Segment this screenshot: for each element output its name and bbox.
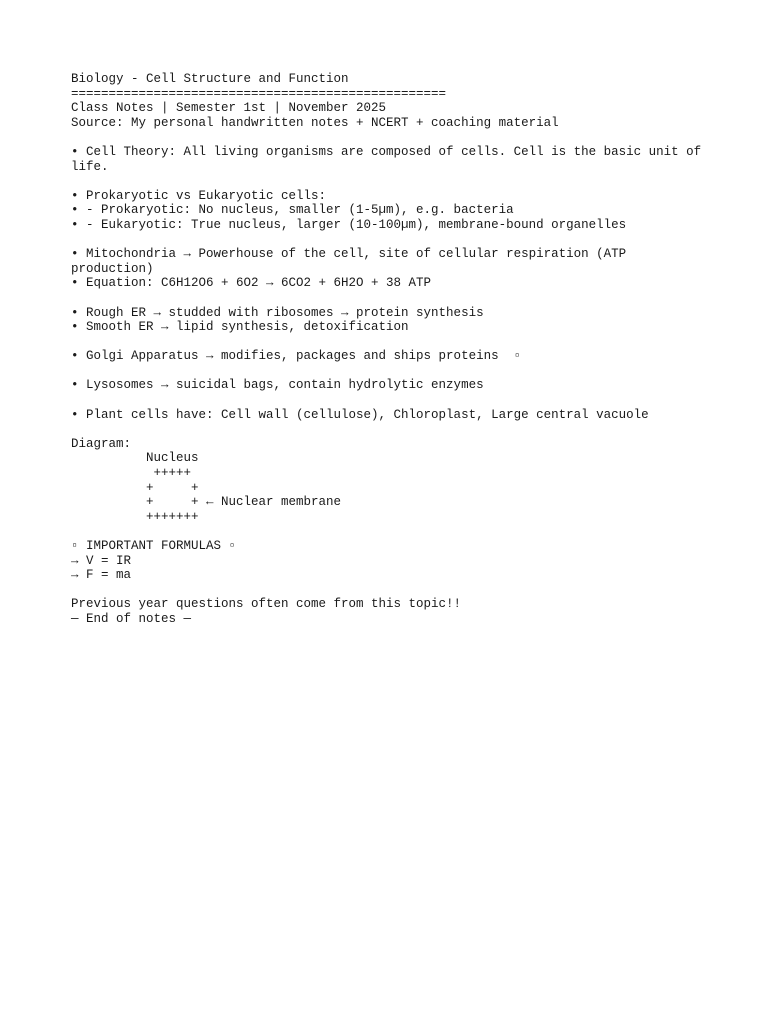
cell-theory-bullet: • Cell Theory: All living organisms are composed of cells. Cell is the basic unit of life. (71, 144, 709, 174)
spacer (71, 233, 711, 248)
spacer (71, 335, 711, 350)
spacer (71, 130, 711, 145)
spacer (71, 422, 711, 437)
end-of-notes: — End of notes — (71, 611, 192, 626)
formula-item: → F = ma (71, 568, 132, 583)
spacer (71, 583, 711, 598)
document-title: Biology - Cell Structure and Function (71, 72, 349, 86)
spacer (71, 364, 711, 379)
cell-types-heading: • Prokaryotic vs Eukaryotic cells: (71, 188, 327, 203)
smooth-er-bullet: • Smooth ER → lipid synthesis, detoxification (71, 320, 409, 335)
spacer (71, 524, 711, 539)
spacer (71, 393, 711, 408)
diagram-line: Nucleus (71, 451, 199, 466)
title-rule: ================================================== (71, 86, 447, 101)
lysosomes-bullet: • Lysosomes → suicidal bags, contain hydrolytic enzymes (71, 378, 484, 393)
mitochondria-bullet: • Mitochondria → Powerhouse of the cell, site of cellular respiration (ATP production) (71, 247, 634, 276)
spacer (71, 174, 711, 189)
rough-er-bullet: • Rough ER → studded with ribosomes → protein synthesis (71, 305, 484, 320)
notes-document (71, 72, 711, 627)
golgi-bullet: • Golgi Apparatus → modifies, packages and ships proteins ▫ (71, 349, 522, 364)
document-meta: Class Notes | Semester 1st | November 2025 (71, 101, 387, 116)
diagram-line: + + (71, 480, 199, 495)
diagram-line: + + ← Nuclear membrane (71, 495, 342, 510)
diagram-line: +++++++ (71, 509, 199, 524)
document-source: Source: My personal handwritten notes + NCERT + coaching material (71, 115, 559, 130)
formula-item: → V = IR (71, 553, 132, 568)
prokaryotic-bullet: • - Prokaryotic: No nucleus, smaller (1-5µm), e.g. bacteria (71, 203, 514, 218)
spacer (71, 291, 711, 306)
closing-note: Previous year questions often come from this topic!! (71, 597, 462, 612)
diagram-line: +++++ (71, 466, 192, 481)
diagram-label: Diagram: (71, 436, 132, 451)
respiration-equation: • Equation: C6H12O6 + 6O2 → 6CO2 + 6H2O + 38 ATP (71, 276, 432, 291)
formulas-heading: ▫ IMPORTANT FORMULAS ▫ (71, 539, 237, 553)
plant-cells-bullet: • Plant cells have: Cell wall (cellulose), Chloroplast, Large central vacuole (71, 407, 649, 422)
eukaryotic-bullet: • - Eukaryotic: True nucleus, larger (10-100µm), membrane-bound organelles (71, 217, 627, 232)
